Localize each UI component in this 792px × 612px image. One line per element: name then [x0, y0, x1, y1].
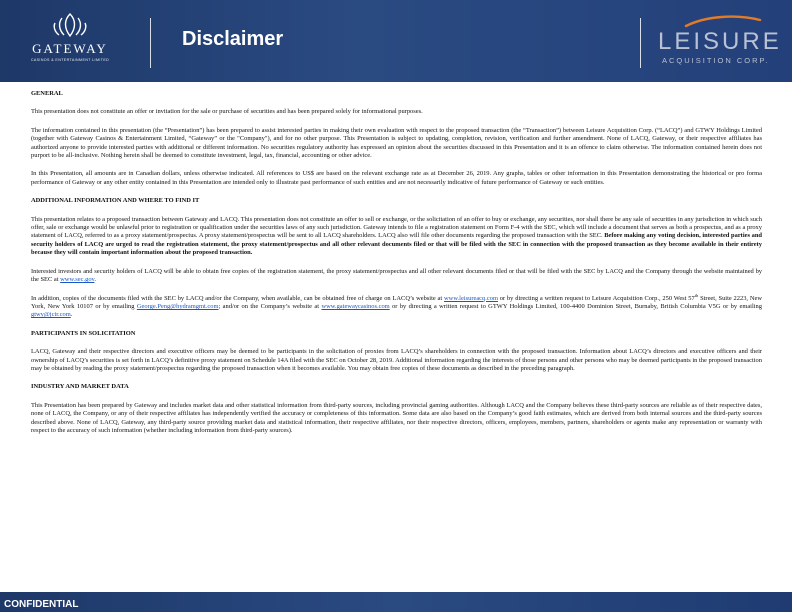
participants-paragraph: LACQ, Gateway and their respective directors and executive officers may be deemed to be participants in the solicitation of proxies from LACQ’s shareholders in connection with the proposed transaction. Information about LACQ’s directors and executive officers and their ownership of LACQ’s securities is set forth in LACQ’s definitive proxy statement on Schedule 14A filed with the SEC on October 28, 2019. Additional information regarding the interests of those persons and other persons who may be deemed participants in the proposed transaction may be obtained by reading the proxy statement/prospectus regarding the proposed transaction when it becomes available. You may obtain free copies of these documents as described in the preceding paragraph. — [31, 348, 762, 372]
gtwy-email-link[interactable]: gtwy@jcir.com — [31, 311, 71, 319]
additional-info-paragraph-2 — [31, 268, 762, 285]
section-heading-industry: INDUSTRY AND MARKET DATA — [31, 383, 129, 391]
footer-bar — [0, 592, 792, 612]
leisureacq-website-link[interactable]: www.leisureacq.com — [444, 294, 498, 302]
sec-text: Interested investors and security holders of LACQ will be able to obtain free copies of the registration statement, the proxy statement/prospectus and all other relevant documents filed or that will be filed with the SEC by LACQ and the Company through the website maintained by the SEC at — [31, 267, 762, 284]
leisure-logo — [652, 14, 784, 74]
header-divider-left — [150, 18, 151, 68]
general-paragraph-1: This presentation does not constitute an offer or invitation for the sale or purchase of securities and has been prepared solely for informational purposes. — [31, 108, 423, 116]
header-divider-right — [640, 18, 641, 68]
ordinal-suffix: th — [694, 292, 699, 298]
page-title: Disclaimer — [182, 28, 284, 50]
general-paragraph-3: In this Presentation, all amounts are in Canadian dollars, unless otherwise indicated. All references to US$ are based on the relevant exchange rate as at December 26, 2019. Any graphs, tables or other information in this Presentation demonstrating the historical or pro forma performance of Gateway or any other entity contained in this Presentation are intended only to illustrate past performance of such entities and are not necessarily indicative of future performance of Gateway or such entities. — [31, 170, 762, 186]
copies-text-c: Street, Suite 2223, New York, New York 10107 or by emailing — [31, 294, 763, 310]
copies-text-f: . — [70, 311, 73, 319]
header-bar — [0, 0, 792, 82]
gateway-logo-tagline: CASINOS & ENTERTAINMENT LIMITED — [30, 58, 110, 62]
industry-paragraph: This Presentation has been prepared by Gateway and includes market data and other statistical information from third-party sources, including provincial gaming authorities. Although LACQ and the Company believes these third-party sources are reliable as of their respective dates, none of LACQ, the Company, or any of their respective affiliates has independently verified the accuracy or completeness of this information. Some data are also based on the Company’s good faith estimates, which are derived from both internal sources and the third-party sources described above. None of LACQ, Gateway, any third-party source providing market data and statistical information, their respective affiliates, nor their respective directors, officers, employees, members, partners, shareholders or agents make any representation or warranty with respect to the accuracy of such information (whether including information from third-party sources). — [31, 401, 762, 434]
copies-text-d: ; and/or on the Company’s website at — [218, 302, 322, 310]
section-heading-participants: PARTICIPANTS IN SOLICITATION — [31, 329, 136, 337]
general-paragraph-2: The information contained in this presentation (the “Presentation”) has been prepared to assist interested parties in making their own evaluation with respect to the proposed transaction (the “Transaction”) between Leisure Acquisition Corp. (“LACQ”) and GTWY Holdings Limited (together with Gateway Casinos & Entertainment Limited, “Gateway” or the "Company"), and for no other purpose. This Presentation is subject to updating, completion, revision, verification and further amendment. None of LACQ, Gateway, or their respective affiliates has authorized anyone to provide interested parties with additional or different information. No securities regulatory authority has expressed an opinion about the securities discussed in this Presentation and it is an offence to claim otherwise. The information contained herein does not purport to be all-inclusive. Nothing herein shall be deemed to constitute investment, legal, tax, financial, accounting or other advice. — [31, 126, 762, 160]
additional-info-paragraph-3 — [31, 292, 763, 320]
confidential-label: CONFIDENTIAL — [4, 599, 79, 610]
copies-text-b: or by directing a written request to Leisure Acquisition Corp., 250 West 57 — [497, 294, 695, 302]
leisure-logo-tagline: ACQUISITION CORP. — [662, 56, 770, 65]
additional-info-paragraph-1 — [31, 216, 762, 258]
gateway-logo-name: GATEWAY — [32, 41, 108, 56]
gateway-logo — [22, 12, 118, 74]
copies-text-e: or by directing a written request to GTWY Holdings Limited, 100-4400 Dominion Street, Burnaby, British Columbia V5G or by emailing — [389, 302, 762, 310]
copies-text-a: In addition, copies of the documents filed with the SEC by LACQ and/or the Company, when available, can be obtained free of charge on LACQ’s website at — [31, 294, 445, 302]
lacq-email-link[interactable]: George.Peng@hydramgmt.com — [136, 302, 219, 310]
section-heading-additional-info: ADDITIONAL INFORMATION AND WHERE TO FIND IT — [31, 197, 200, 205]
gateway-website-link[interactable]: www.gatewaycasinos.com — [321, 302, 390, 310]
leisure-logo-name: LEISURE — [658, 28, 782, 55]
disclaimer-body — [31, 90, 762, 445]
additional-info-bold-text: Before making any voting decision, interested parties and security holders of LACQ are urged to read the registration statement, the proxy statement/prospectus and all other relevant documents filed or that will be filed with the SEC in connection with the proposed transaction as they become available in their entirety because they will contain important information about the proposed transaction. — [31, 232, 763, 257]
gateway-emblem-icon — [50, 12, 90, 38]
additional-info-text: This presentation relates to a proposed transaction between Gateway and LACQ. This presentation does not constitute an offer to sell or exchange, or the solicitation of an offer to buy or exchange, any securities, nor shall there be any sale of securities in any jurisdiction in which such offer, sale or exchange would be unlawful prior to registration or qualification under the securities laws of any such jurisdiction. Gateway intends to file a registration statement on Form F-4 with the SEC, which will include a document that serves as both a prospectus, and as a proxy statement of LACQ, referred to as a proxy statement/prospectus. A proxy statement/prospectus will be sent to all LACQ shareholders. LACQ also will file other documents regarding the proposed transaction with the SEC. — [31, 215, 762, 240]
section-heading-general: GENERAL — [31, 90, 63, 97]
leisure-swoosh-icon — [682, 14, 762, 28]
sec-website-link[interactable]: www.sec.gov — [60, 276, 95, 284]
sec-text-end: . — [94, 276, 96, 284]
